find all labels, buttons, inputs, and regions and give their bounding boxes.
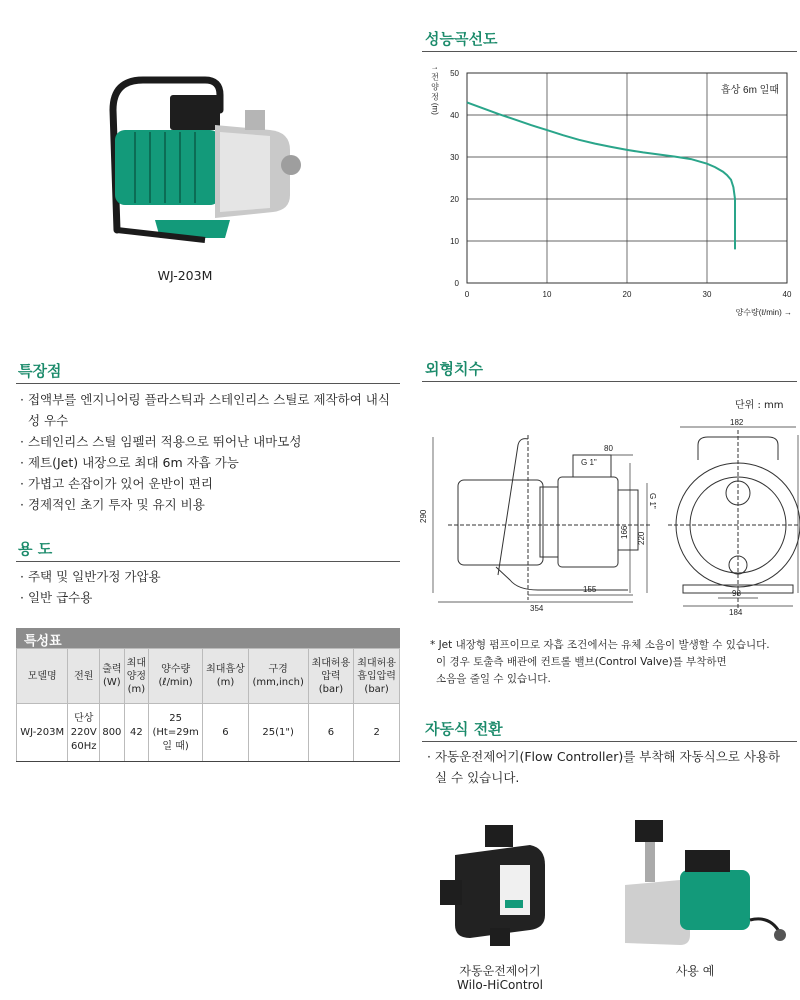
x-axis-label: 양수량(ℓ/min) → [735, 308, 792, 317]
note-line: 이 경우 토출측 배관에 컨트롤 밸브(Control Valve)를 부착하면 [436, 656, 727, 668]
usage-title: 용 도 [18, 540, 53, 558]
auto-divider [422, 741, 797, 742]
x-tick-label: 20 [622, 290, 632, 299]
x-tick-label: 10 [542, 290, 552, 299]
spec-cell: 6 [308, 704, 354, 762]
y-tick-label: 20 [450, 195, 459, 204]
front-view [668, 430, 800, 610]
usage-item: · 일반 급수용 [20, 590, 93, 605]
spec-cell: 25(1") [248, 704, 308, 762]
dim-182: 182 [730, 418, 744, 427]
performance-chart [425, 60, 795, 330]
spec-cell: 25 (Ht=29m 일 때) [149, 704, 203, 762]
spec-header-cell: 양수량 (ℓ/min) [149, 649, 203, 704]
chart-annotation: 흡상 6m 일때 [720, 85, 779, 96]
performance-divider [422, 51, 797, 52]
spec-header-cell: 최대 양정 (m) [124, 649, 149, 704]
performance-title: 성능곡선도 [425, 30, 498, 48]
dim-80: 80 [604, 444, 613, 453]
auto-title: 자동식 전환 [425, 720, 503, 738]
dim-220: 220 [637, 531, 646, 545]
spec-header-cell: 모델명 [17, 649, 68, 704]
pump-photo [95, 70, 310, 250]
y-tick-label: 40 [450, 111, 459, 120]
y-axis-label: ↑ 전 양 정 (m) [430, 66, 440, 115]
dim-166: 166 [620, 525, 629, 539]
usage-example-caption: 사용 예 [675, 964, 715, 978]
features-list [18, 389, 393, 515]
spec-cell: 42 [124, 704, 149, 762]
y-tick-label: 30 [450, 153, 459, 162]
spec-title: 특성표 [16, 628, 400, 648]
x-tick-label: 0 [464, 290, 470, 299]
dimension-drawing [418, 415, 800, 620]
spec-body [17, 704, 400, 762]
spec-cell: 단상 220V 60Hz [68, 704, 100, 762]
dim-184: 184 [729, 608, 743, 617]
x-tick-label: 40 [782, 290, 792, 299]
feature-item: · 제트(Jet) 내장으로 최대 6m 자흡 가능 [20, 455, 239, 470]
spec-header-cell: 최대흡상 (m) [203, 649, 249, 704]
spec-header-cell: 전원 [68, 649, 100, 704]
product-model-caption: WJ-203M [157, 268, 213, 283]
feature-item: · 접액부를 엔지니어링 플라스틱과 스테인리스 스틸로 제작하여 내식성 우수 [20, 392, 390, 428]
controller-caption-2: Wilo-HiControl [457, 978, 543, 992]
controller-caption-1: 자동운전제어기 [459, 964, 541, 978]
usage-divider [16, 561, 400, 562]
features-title: 특장점 [18, 362, 62, 380]
dim-g1-top: G 1" [581, 458, 597, 467]
spec-cell: 800 [100, 704, 125, 762]
usage-list [18, 566, 393, 608]
spec-cell: 2 [354, 704, 400, 762]
dim-98: 98 [732, 589, 741, 598]
dimensions-divider [422, 381, 797, 382]
spec-table [16, 648, 400, 762]
usage-item: · 주택 및 일반가정 가압용 [20, 569, 161, 584]
note-line: 소음을 줄일 수 있습니다. [436, 673, 551, 685]
spec-header-cell: 최대허용 압력 (bar) [308, 649, 354, 704]
note-line: * Jet 내장형 펌프이므로 자흡 조건에서는 유체 소음이 발생할 수 있습니다. [430, 639, 770, 651]
y-tick-label: 0 [454, 279, 459, 288]
auto-item: · 자동운전제어기(Flow Controller)를 부착해 자동식으로 사용하실 수 있습니다. [427, 749, 781, 785]
feature-item: · 경제적인 초기 투자 및 유지 비용 [20, 497, 205, 512]
x-tick-label: 30 [702, 290, 712, 299]
features-divider [16, 383, 400, 384]
spec-header-cell: 출력 (W) [100, 649, 125, 704]
y-tick-label: 10 [450, 237, 459, 246]
dim-354: 354 [530, 604, 544, 613]
dimension-note [430, 637, 795, 688]
dim-g1-side: G 1" [648, 493, 657, 509]
spec-header-cell: 최대허용 흡입압력 (bar) [354, 649, 400, 704]
feature-item: · 가볍고 손잡이가 있어 운반이 편리 [20, 476, 213, 491]
spec-cell: 6 [203, 704, 249, 762]
spec-header-cell: 구경 (mm,inch) [248, 649, 308, 704]
spec-cell: WJ-203M [17, 704, 68, 762]
performance-curve [467, 102, 735, 249]
dim-155: 155 [583, 585, 597, 594]
spec-row [17, 704, 400, 762]
spec-header-row [17, 649, 400, 704]
side-view [448, 435, 650, 600]
unit-label: 단위 : mm [735, 400, 784, 411]
usage-example-photo [620, 815, 790, 955]
auto-list [425, 746, 790, 788]
y-tick-label: 50 [450, 69, 459, 78]
dimensions-title: 외형치수 [425, 360, 483, 378]
feature-item: · 스테인리스 스틸 임펠러 적용으로 뛰어난 내마모성 [20, 434, 302, 449]
dim-290: 290 [419, 509, 428, 523]
controller-photo [430, 820, 565, 950]
